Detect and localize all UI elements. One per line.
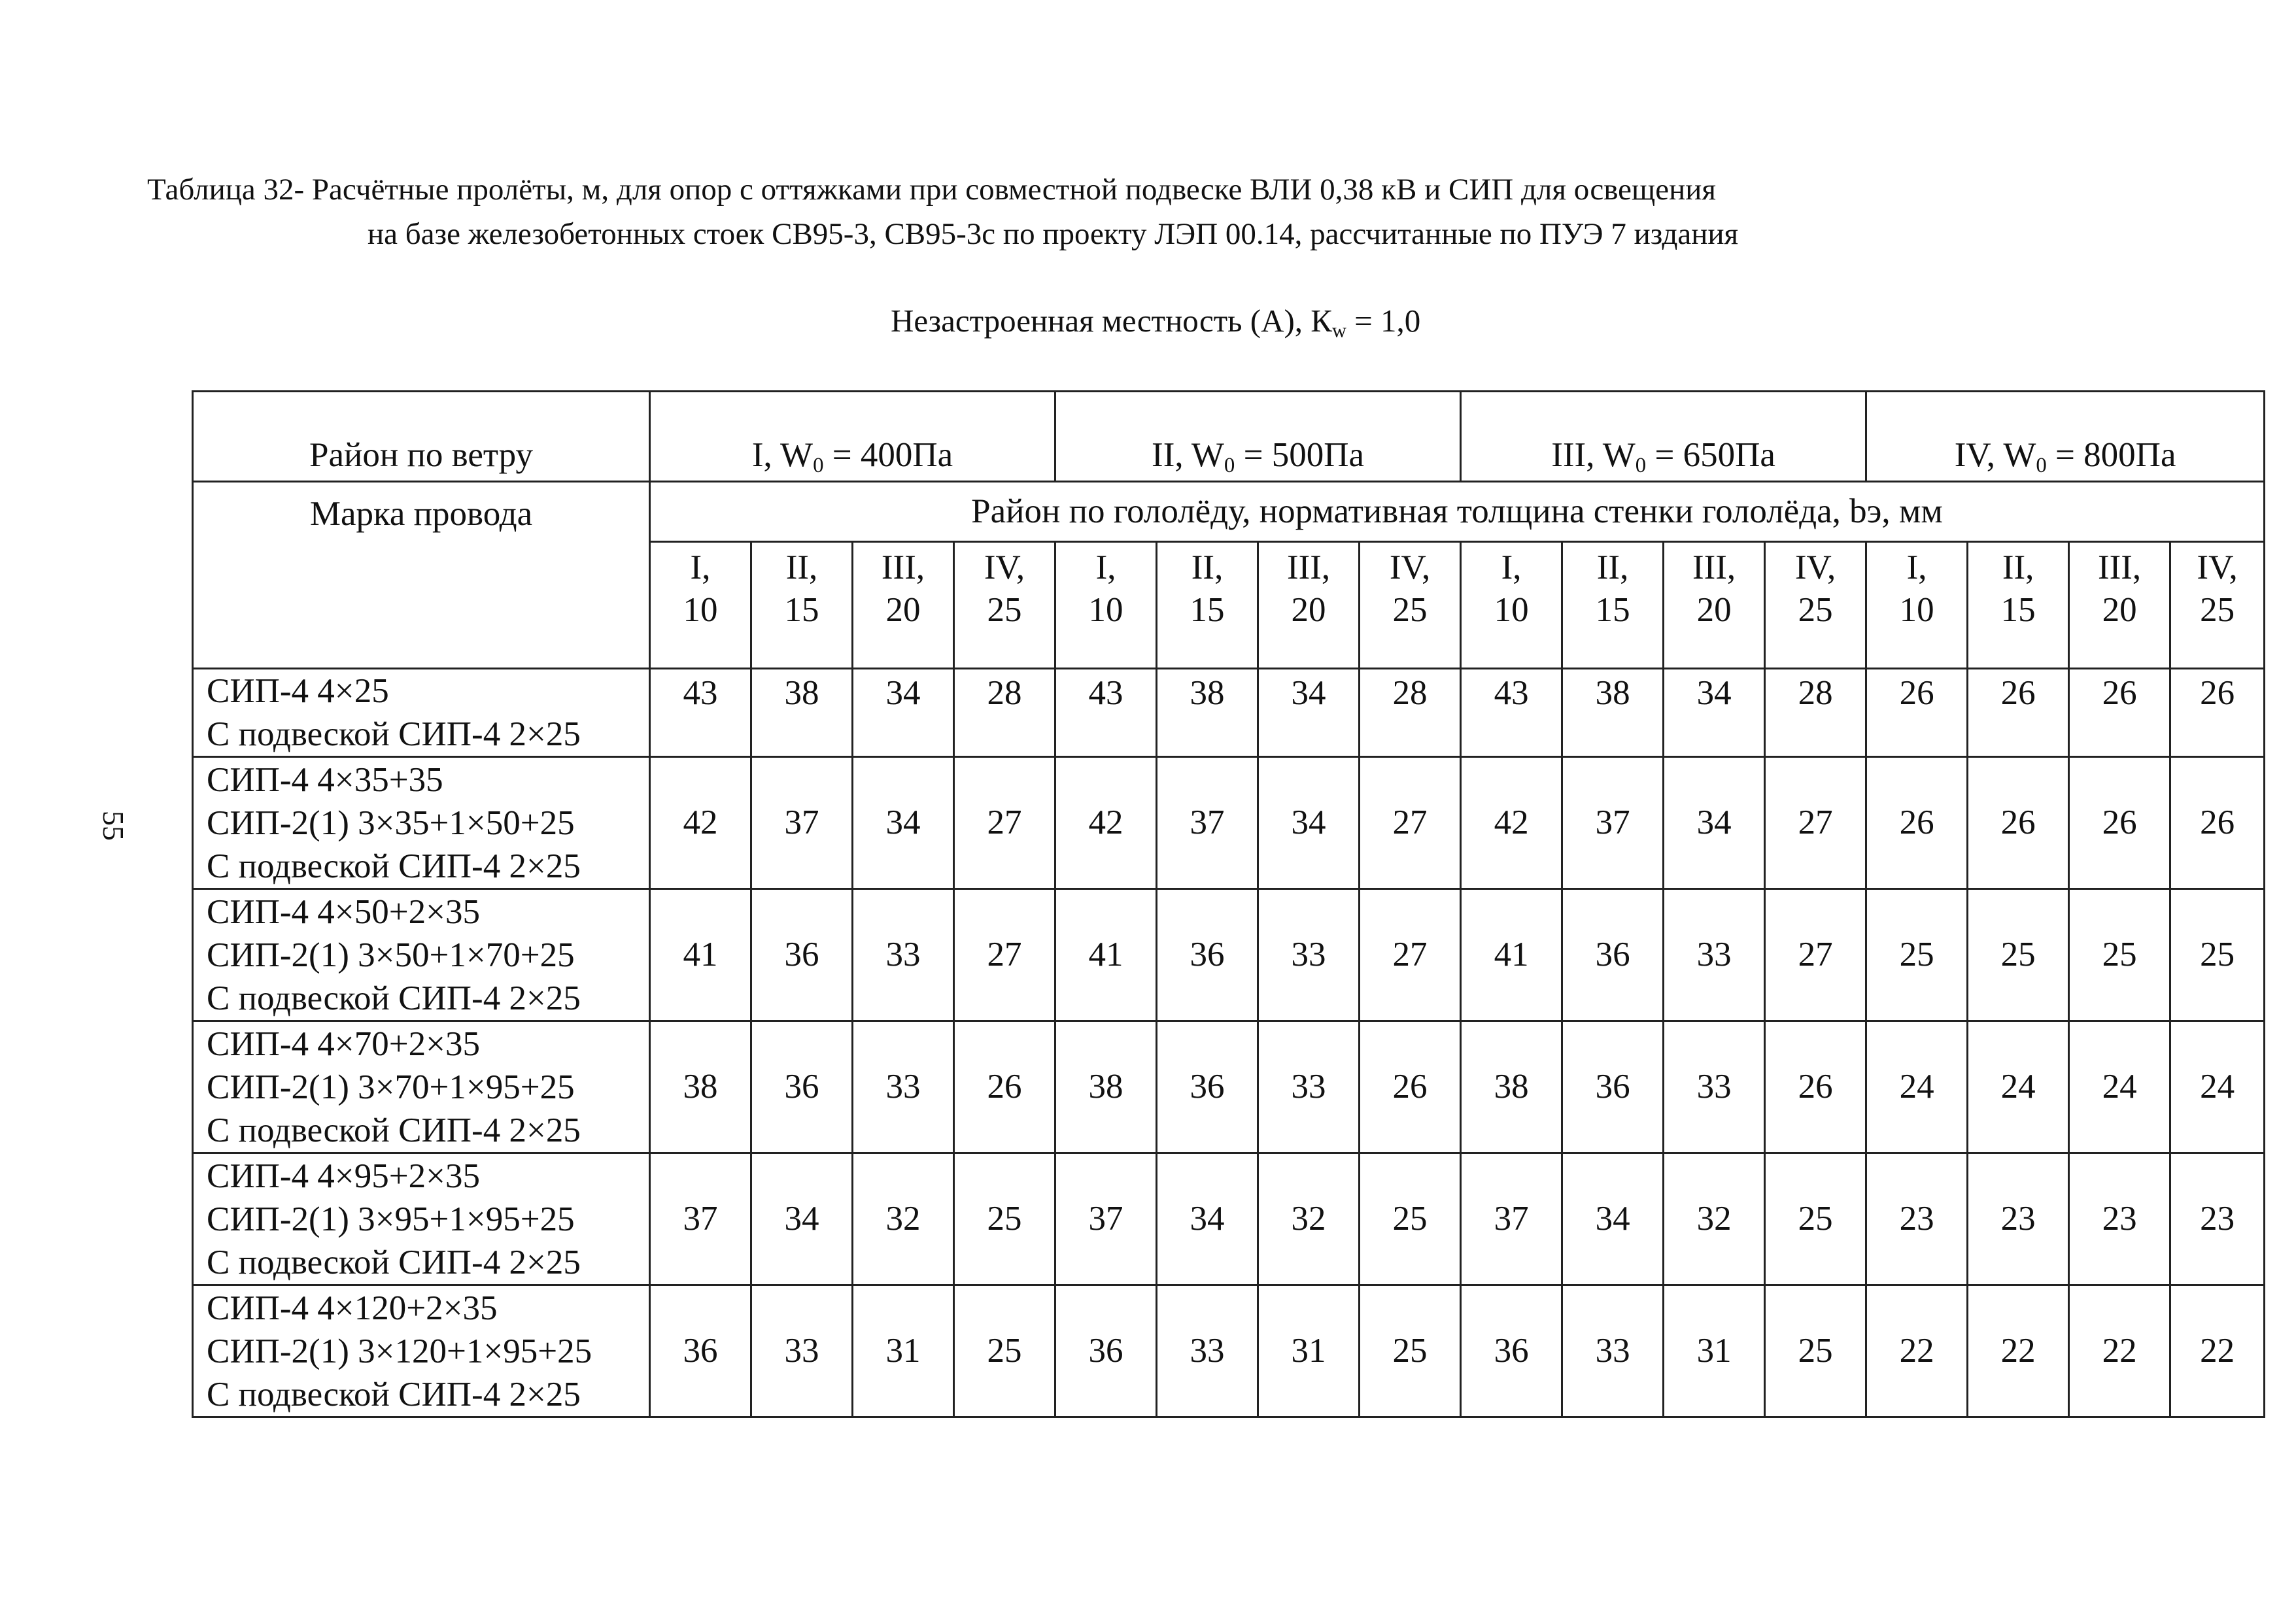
span-value-cell: 32 xyxy=(1258,1153,1360,1285)
span-value-cell: 41 xyxy=(1055,889,1157,1021)
ice-region-roman: I, xyxy=(690,549,711,586)
span-value-cell: 33 xyxy=(1258,889,1360,1021)
span-value-cell: 26 xyxy=(1360,1021,1461,1153)
table-row xyxy=(193,889,2265,1021)
span-value-cell: 41 xyxy=(1461,889,1562,1021)
ice-region-roman: II, xyxy=(2002,549,2034,586)
wire-mark-line: С подвеской СИП-4 2×25 xyxy=(207,847,581,885)
ice-region-column-header xyxy=(1765,542,1866,669)
wire-mark-line: СИП-2(1) 3×35+1×50+25 xyxy=(207,804,575,842)
span-value-cell: 28 xyxy=(1360,669,1461,757)
span-value-cell: 37 xyxy=(650,1153,751,1285)
span-value-cell: 23 xyxy=(1968,1153,2069,1285)
terrain-subtitle-subscript: w xyxy=(1331,319,1346,342)
span-value-cell: 25 xyxy=(954,1285,1055,1417)
span-value-cell: 33 xyxy=(751,1285,853,1417)
ice-region-thickness: 20 xyxy=(1696,590,1732,629)
wire-mark-cell xyxy=(193,1021,650,1153)
span-value-cell: 38 xyxy=(650,1021,751,1153)
span-value-cell: 25 xyxy=(1360,1285,1461,1417)
wire-mark-line: С подвеской СИП-4 2×25 xyxy=(207,715,581,753)
wind-region-suffix: = 500Па xyxy=(1235,436,1365,475)
span-value-cell: 25 xyxy=(2069,889,2170,1021)
span-value-cell: 26 xyxy=(2069,669,2170,757)
span-value-cell: 36 xyxy=(1157,889,1258,1021)
ice-region-thickness: 10 xyxy=(1494,590,1529,629)
span-value-cell: 33 xyxy=(1157,1285,1258,1417)
span-value-cell: 26 xyxy=(1968,757,2069,889)
wind-region-suffix: = 800Па xyxy=(2046,436,2176,475)
span-value-cell: 38 xyxy=(1461,1021,1562,1153)
span-value-cell: 34 xyxy=(853,757,954,889)
span-value-cell: 34 xyxy=(1562,1153,1664,1285)
span-value-cell: 41 xyxy=(650,889,751,1021)
span-value-cell: 25 xyxy=(1866,889,1968,1021)
table-row xyxy=(193,1153,2265,1285)
span-value-cell: 22 xyxy=(1968,1285,2069,1417)
ice-region-roman: I, xyxy=(1095,549,1116,586)
wind-region-prefix: II, W xyxy=(1152,436,1224,475)
span-value-cell: 23 xyxy=(2069,1153,2170,1285)
span-value-cell: 27 xyxy=(1765,889,1866,1021)
wind-region-subscript: 0 xyxy=(2036,454,2047,478)
ice-region-column-header xyxy=(2170,542,2265,669)
span-value-cell: 24 xyxy=(1866,1021,1968,1153)
span-value-cell: 37 xyxy=(1157,757,1258,889)
table-row xyxy=(193,1285,2265,1417)
span-value-cell: 33 xyxy=(1562,1285,1664,1417)
wire-mark-cell xyxy=(193,889,650,1021)
wire-mark-header: Марка провода xyxy=(193,482,650,669)
ice-region-thickness: 15 xyxy=(2000,590,2036,629)
span-value-cell: 28 xyxy=(1765,669,1866,757)
ice-region-thickness: 15 xyxy=(784,590,819,629)
ice-region-column-header xyxy=(1461,542,1562,669)
wire-mark-cell xyxy=(193,669,650,757)
table-caption-line-2: на базе железобетонных стоек СВ95-3, СВ95-3с по проекту ЛЭП 00.14, рассчитанные по ПУЭ 7 издания xyxy=(368,217,1739,251)
wire-mark-line: С подвеской СИП-4 2×25 xyxy=(207,1111,581,1149)
span-value-cell: 43 xyxy=(650,669,751,757)
ice-region-column-header xyxy=(1258,542,1360,669)
span-value-cell: 26 xyxy=(1866,757,1968,889)
wire-mark-line: С подвеской СИП-4 2×25 xyxy=(207,1375,581,1413)
wind-region-cell xyxy=(650,392,1055,482)
span-value-cell: 42 xyxy=(1055,757,1157,889)
wire-mark-cell xyxy=(193,1285,650,1417)
span-value-cell: 32 xyxy=(1664,1153,1765,1285)
ice-region-roman: III, xyxy=(881,549,925,586)
span-value-cell: 36 xyxy=(751,1021,853,1153)
ice-region-column-header xyxy=(1055,542,1157,669)
span-value-cell: 24 xyxy=(2069,1021,2170,1153)
span-value-cell: 24 xyxy=(1968,1021,2069,1153)
table-row xyxy=(193,669,2265,757)
ice-region-column-header xyxy=(650,542,751,669)
table-caption-line-1: Таблица 32- Расчётные пролёты, м, для опор с оттяжками при совместной подвеске ВЛИ 0,38 кВ и СИП для освещения xyxy=(147,173,1717,207)
ice-region-roman: IV, xyxy=(1389,549,1431,586)
ice-region-column-header xyxy=(1562,542,1664,669)
span-value-cell: 34 xyxy=(1157,1153,1258,1285)
span-value-cell: 34 xyxy=(1664,757,1765,889)
ice-region-column-header xyxy=(1360,542,1461,669)
span-value-cell: 23 xyxy=(2170,1153,2265,1285)
wire-mark-line: СИП-4 4×120+2×35 xyxy=(207,1289,498,1327)
wire-mark-line: СИП-2(1) 3×70+1×95+25 xyxy=(207,1068,575,1106)
span-value-cell: 26 xyxy=(1866,669,1968,757)
span-value-cell: 28 xyxy=(954,669,1055,757)
wire-mark-cell xyxy=(193,1153,650,1285)
span-value-cell: 22 xyxy=(2069,1285,2170,1417)
ice-region-thickness: 20 xyxy=(2102,590,2137,629)
span-value-cell: 42 xyxy=(1461,757,1562,889)
span-value-cell: 27 xyxy=(1360,889,1461,1021)
span-value-cell: 37 xyxy=(1461,1153,1562,1285)
wire-mark-line: СИП-4 4×70+2×35 xyxy=(207,1024,480,1063)
wire-mark-line: СИП-4 4×25 xyxy=(207,672,389,710)
span-value-cell: 25 xyxy=(1360,1153,1461,1285)
ice-region-roman: IV, xyxy=(984,549,1025,586)
terrain-subtitle-text: Незастроенная местность (А), К xyxy=(891,303,1332,339)
span-value-cell: 38 xyxy=(1562,669,1664,757)
wind-region-prefix: III, W xyxy=(1551,436,1636,475)
ice-region-thickness: 20 xyxy=(885,590,921,629)
span-value-cell: 34 xyxy=(751,1153,853,1285)
ice-region-thickness: 25 xyxy=(987,590,1022,629)
ice-region-thickness: 20 xyxy=(1291,590,1326,629)
ice-region-header: Район по гололёду, нормативная толщина стенки гололёда, bэ, мм xyxy=(650,482,2265,542)
terrain-subtitle xyxy=(891,303,1421,342)
wire-mark-line: СИП-4 4×35+35 xyxy=(207,760,443,799)
span-value-cell: 37 xyxy=(751,757,853,889)
span-value-cell: 22 xyxy=(2170,1285,2265,1417)
span-value-cell: 34 xyxy=(1258,669,1360,757)
span-value-cell: 24 xyxy=(2170,1021,2265,1153)
table-row xyxy=(193,757,2265,889)
ice-region-roman: III, xyxy=(1286,549,1331,586)
span-value-cell: 26 xyxy=(2069,757,2170,889)
span-value-cell: 36 xyxy=(1461,1285,1562,1417)
table-row xyxy=(193,1021,2265,1153)
wind-region-subscript: 0 xyxy=(813,454,824,478)
ice-region-thickness: 15 xyxy=(1595,590,1630,629)
span-value-cell: 25 xyxy=(1765,1285,1866,1417)
span-value-cell: 32 xyxy=(853,1153,954,1285)
ice-region-roman: I, xyxy=(1906,549,1927,586)
span-value-cell: 36 xyxy=(650,1285,751,1417)
ice-region-thickness: 10 xyxy=(683,590,718,629)
span-value-cell: 25 xyxy=(1765,1153,1866,1285)
wire-mark-line: СИП-2(1) 3×95+1×95+25 xyxy=(207,1200,575,1238)
wind-region-cell xyxy=(1055,392,1461,482)
span-value-cell: 25 xyxy=(2170,889,2265,1021)
span-value-cell: 36 xyxy=(1562,1021,1664,1153)
span-value-cell: 22 xyxy=(1866,1285,1968,1417)
span-value-cell: 27 xyxy=(954,889,1055,1021)
ice-region-roman: II, xyxy=(785,549,818,586)
span-value-cell: 36 xyxy=(751,889,853,1021)
span-value-cell: 33 xyxy=(1664,1021,1765,1153)
ice-region-thickness: 25 xyxy=(2200,590,2235,629)
wire-mark-line: СИП-2(1) 3×120+1×95+25 xyxy=(207,1332,592,1370)
span-value-cell: 36 xyxy=(1055,1285,1157,1417)
page-number: 55 xyxy=(97,811,130,841)
span-value-cell: 37 xyxy=(1055,1153,1157,1285)
span-value-cell: 33 xyxy=(1664,889,1765,1021)
wire-mark-line: СИП-2(1) 3×50+1×70+25 xyxy=(207,936,575,974)
ice-region-column-header xyxy=(1157,542,1258,669)
span-value-cell: 26 xyxy=(2170,757,2265,889)
wire-mark-line: СИП-4 4×95+2×35 xyxy=(207,1157,480,1195)
wind-region-header: Район по ветру xyxy=(193,392,650,482)
span-value-cell: 36 xyxy=(1157,1021,1258,1153)
span-value-cell: 33 xyxy=(1258,1021,1360,1153)
wind-region-suffix: = 650Па xyxy=(1646,436,1775,475)
ice-region-column-header xyxy=(1968,542,2069,669)
ice-region-thickness: 25 xyxy=(1392,590,1428,629)
span-value-cell: 26 xyxy=(2170,669,2265,757)
span-value-cell: 34 xyxy=(1664,669,1765,757)
span-value-cell: 31 xyxy=(1664,1285,1765,1417)
span-value-cell: 31 xyxy=(1258,1285,1360,1417)
span-value-cell: 25 xyxy=(954,1153,1055,1285)
spans-table xyxy=(192,390,2265,1418)
wire-mark-line: С подвеской СИП-4 2×25 xyxy=(207,1243,581,1281)
ice-region-roman: III, xyxy=(2097,549,2142,586)
ice-region-thickness: 25 xyxy=(1798,590,1833,629)
span-value-cell: 38 xyxy=(1157,669,1258,757)
ice-region-roman: IV, xyxy=(1794,549,1836,586)
span-value-cell: 34 xyxy=(1258,757,1360,889)
span-value-cell: 34 xyxy=(853,669,954,757)
ice-region-column-header xyxy=(1664,542,1765,669)
span-value-cell: 43 xyxy=(1055,669,1157,757)
span-value-cell: 27 xyxy=(1765,757,1866,889)
wind-region-prefix: I, W xyxy=(751,436,814,475)
wind-region-cell xyxy=(1866,392,2265,482)
terrain-subtitle-tail: = 1,0 xyxy=(1346,303,1421,339)
ice-region-column-header xyxy=(2069,542,2170,669)
span-value-cell: 27 xyxy=(1360,757,1461,889)
span-value-cell: 33 xyxy=(853,1021,954,1153)
ice-region-column-header xyxy=(751,542,853,669)
ice-region-roman: IV, xyxy=(2197,549,2238,586)
span-value-cell: 31 xyxy=(853,1285,954,1417)
span-value-cell: 26 xyxy=(1765,1021,1866,1153)
wind-region-suffix: = 400Па xyxy=(823,436,953,475)
span-value-cell: 25 xyxy=(1968,889,2069,1021)
span-value-cell: 33 xyxy=(853,889,954,1021)
ice-region-roman: II, xyxy=(1596,549,1629,586)
ice-region-roman: II, xyxy=(1191,549,1224,586)
wind-region-prefix: IV, W xyxy=(1954,436,2036,475)
wire-mark-cell xyxy=(193,757,650,889)
span-value-cell: 23 xyxy=(1866,1153,1968,1285)
span-value-cell: 37 xyxy=(1562,757,1664,889)
span-value-cell: 43 xyxy=(1461,669,1562,757)
wind-region-subscript: 0 xyxy=(1224,454,1235,478)
span-value-cell: 27 xyxy=(954,757,1055,889)
span-value-cell: 26 xyxy=(1968,669,2069,757)
span-value-cell: 42 xyxy=(650,757,751,889)
ice-region-thickness: 10 xyxy=(1088,590,1123,629)
ice-region-column-header xyxy=(853,542,954,669)
wire-mark-line: СИП-4 4×50+2×35 xyxy=(207,892,480,931)
span-value-cell: 26 xyxy=(954,1021,1055,1153)
wire-mark-line: С подвеской СИП-4 2×25 xyxy=(207,979,581,1017)
span-value-cell: 38 xyxy=(751,669,853,757)
wind-region-subscript: 0 xyxy=(1635,454,1647,478)
ice-region-thickness: 15 xyxy=(1190,590,1225,629)
wind-region-cell xyxy=(1461,392,1866,482)
span-value-cell: 36 xyxy=(1562,889,1664,1021)
span-value-cell: 38 xyxy=(1055,1021,1157,1153)
ice-region-column-header xyxy=(954,542,1055,669)
ice-region-thickness: 10 xyxy=(1899,590,1934,629)
ice-region-column-header xyxy=(1866,542,1968,669)
ice-region-roman: III, xyxy=(1692,549,1736,586)
ice-region-roman: I, xyxy=(1501,549,1522,586)
